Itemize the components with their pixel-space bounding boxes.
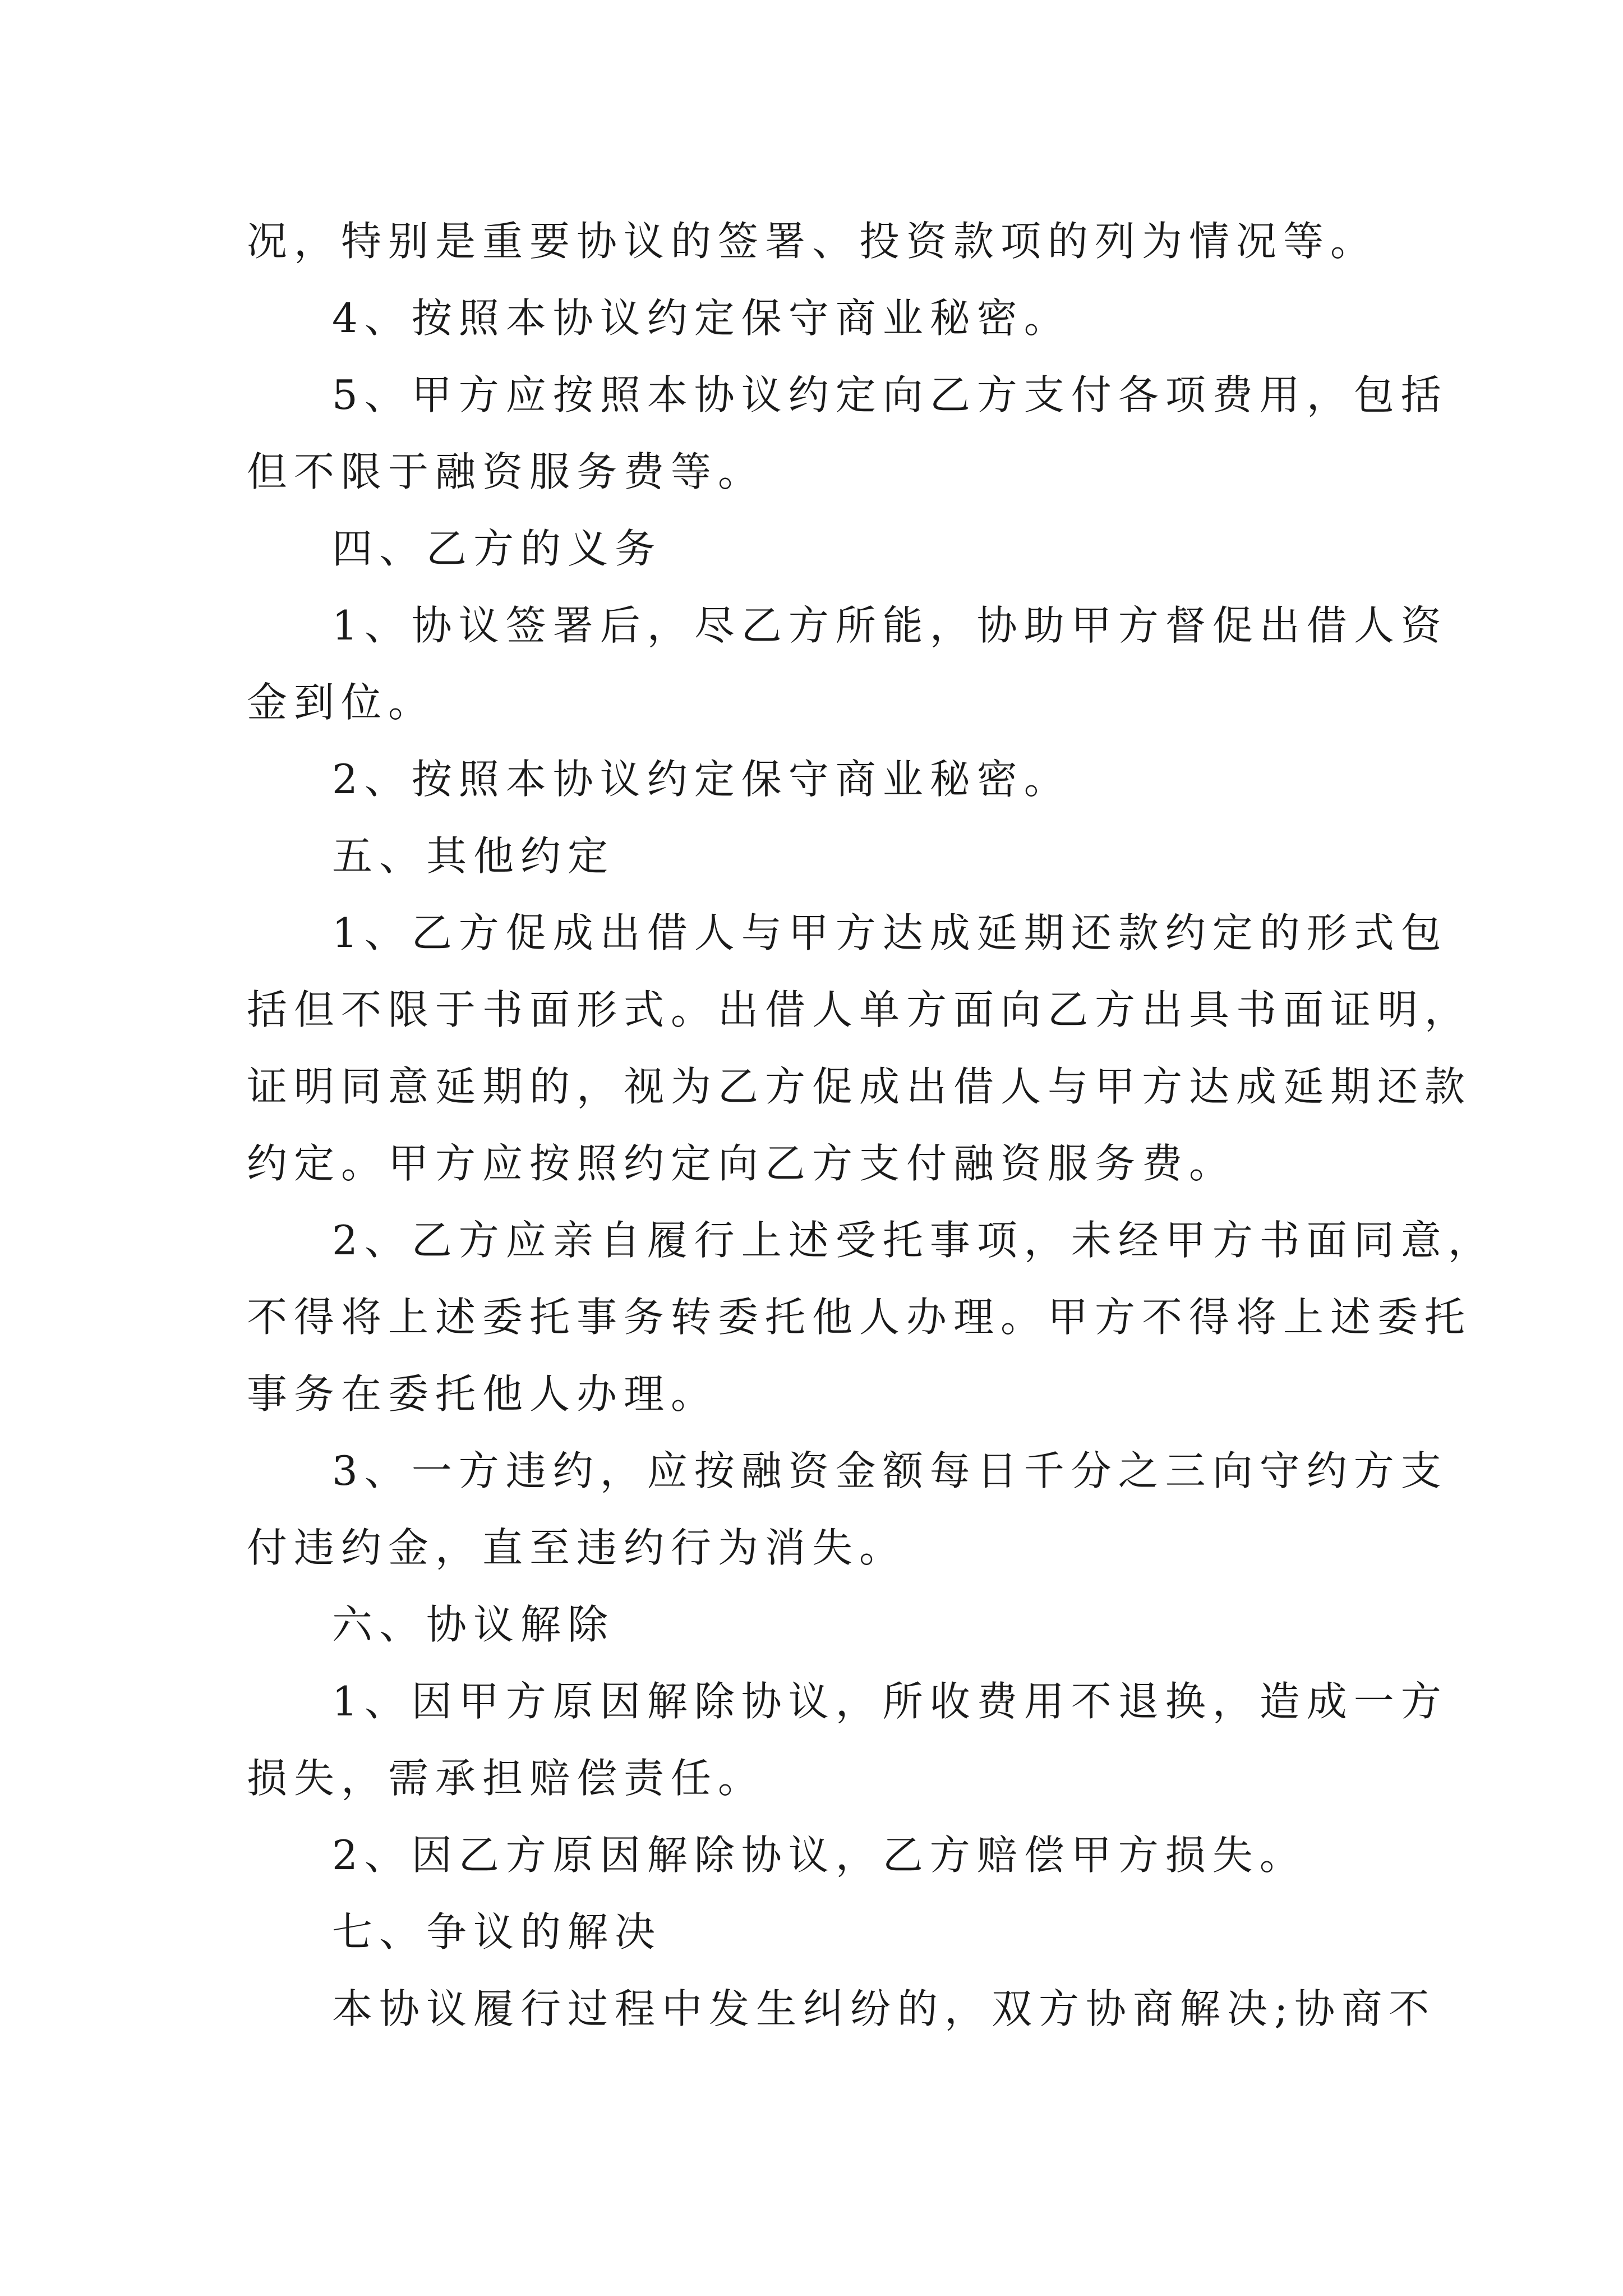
text-line: 括但不限于书面形式。出借人单方面向乙方出具书面证明， <box>247 986 1472 1033</box>
text-line: 损失，需承担赔偿责任。 <box>247 1755 766 1802</box>
text-line: 2、按照本协议约定保守商业秘密。 <box>332 756 1071 803</box>
text-line: 2、乙方应亲自履行上述受托事项，未经甲方书面同意， <box>332 1217 1495 1264</box>
text-line: 2、因乙方原因解除协议，乙方赔偿甲方损失。 <box>332 1832 1307 1879</box>
text-line: 但不限于融资服务费等。 <box>247 448 766 495</box>
text-line: 证明同意延期的，视为乙方促成出借人与甲方达成延期还款 <box>247 1063 1472 1110</box>
section-heading: 六、协议解除 <box>332 1601 615 1648</box>
text-line: 3、一方违约，应按融资金额每日千分之三向守约方支 <box>332 1447 1448 1494</box>
text-line: 本协议履行过程中发生纠纷的，双方协商解决;协商不 <box>332 1985 1436 2032</box>
text-line: 1、乙方促成出借人与甲方达成延期还款约定的形式包 <box>332 909 1448 956</box>
text-line: 1、协议签署后，尽乙方所能，协助甲方督促出借人资 <box>332 602 1448 649</box>
text-line: 况，特别是重要协议的签署、投资款项的列为情况等。 <box>247 218 1378 265</box>
text-line: 不得将上述委托事务转委托他人办理。甲方不得将上述委托 <box>247 1294 1472 1341</box>
section-heading: 五、其他约定 <box>332 832 615 880</box>
document-body <box>247 203 1495 2047</box>
text-line: 1、因甲方原因解除协议，所收费用不退换，造成一方 <box>332 1678 1448 1725</box>
text-line: 4、按照本协议约定保守商业秘密。 <box>332 295 1071 342</box>
text-line: 5、甲方应按照本协议约定向乙方支付各项费用，包括 <box>332 371 1448 418</box>
section-heading: 四、乙方的义务 <box>332 525 662 572</box>
text-line: 约定。甲方应按照约定向乙方支付融资服务费。 <box>247 1140 1237 1187</box>
text-line: 付违约金，直至违约行为消失。 <box>247 1524 907 1571</box>
section-heading: 七、争议的解决 <box>332 1908 662 1955</box>
text-line: 金到位。 <box>247 679 436 726</box>
text-line: 事务在委托他人办理。 <box>247 1370 718 1418</box>
